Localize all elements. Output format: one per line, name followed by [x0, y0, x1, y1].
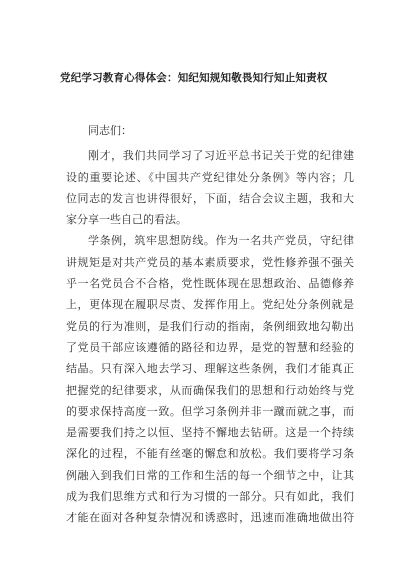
salutation-line: 同志们： [88, 124, 132, 137]
paragraph-line: 上，更体现在履职尽责、发挥作用上。党纪处分条例就是 [66, 298, 354, 312]
paragraph-line: 把握党的纪律要求，从而确保我们的思想和行动始终与党 [66, 383, 354, 397]
paragraph-line: 讲规矩是对共产党员的基本素质要求，党性修养强不强关 [66, 255, 354, 269]
paragraph-line: 深化的过程，不能有丝毫的懈怠和放松。我们要将学习条 [66, 447, 354, 461]
paragraph-line: 才能在面对各种复杂情况和诱惑时，迅速而准确地做出符 [66, 511, 354, 525]
paragraph-line: 设的重要论述、《中国共产党纪律处分条例》等内容；几 [66, 170, 354, 184]
paragraph-line: 成为我们思维方式和行为习惯的一部分。只有如此，我们 [66, 490, 354, 504]
paragraph-line: 例融入到我们日常的工作和生活的每一个细节之中，让其 [66, 468, 354, 482]
paragraph-line: 结晶。只有深入地去学习、理解这些条例，我们才能真正 [66, 362, 354, 376]
paragraph-line: 学条例，筑牢思想防线。作为一名共产党员，守纪律 [88, 234, 354, 248]
document-body [66, 120, 354, 529]
paragraph-line: 是需要我们持之以恒、坚持不懈地去钻研。这是一个持续 [66, 426, 354, 440]
paragraph-line: 刚才，我们共同学习了习近平总书记关于党的纪律建 [88, 149, 354, 163]
paragraph-line: 家分享一些自己的看法。 [66, 213, 187, 227]
paragraph-line: 党员的行为准则，是我们行动的指南，条例细致地勾勒出 [66, 319, 354, 333]
paragraph-line: 乎一名党员合不合格，党性既体现在思想政治、品德修养 [66, 277, 354, 291]
paragraph-line: 了党员干部应该遵循的路径和边界，是党的智慧和经验的 [66, 340, 354, 354]
document-title: 党纪学习教育心得体会：知纪知规知敬畏知行知止知责权 [60, 72, 328, 84]
paragraph-line: 的要求保持高度一致。但学习条例并非一蹴而就之事，而 [66, 404, 354, 418]
paragraph-line: 位同志的发言也讲得很好，下面，结合会议主题，我和大 [66, 191, 354, 205]
